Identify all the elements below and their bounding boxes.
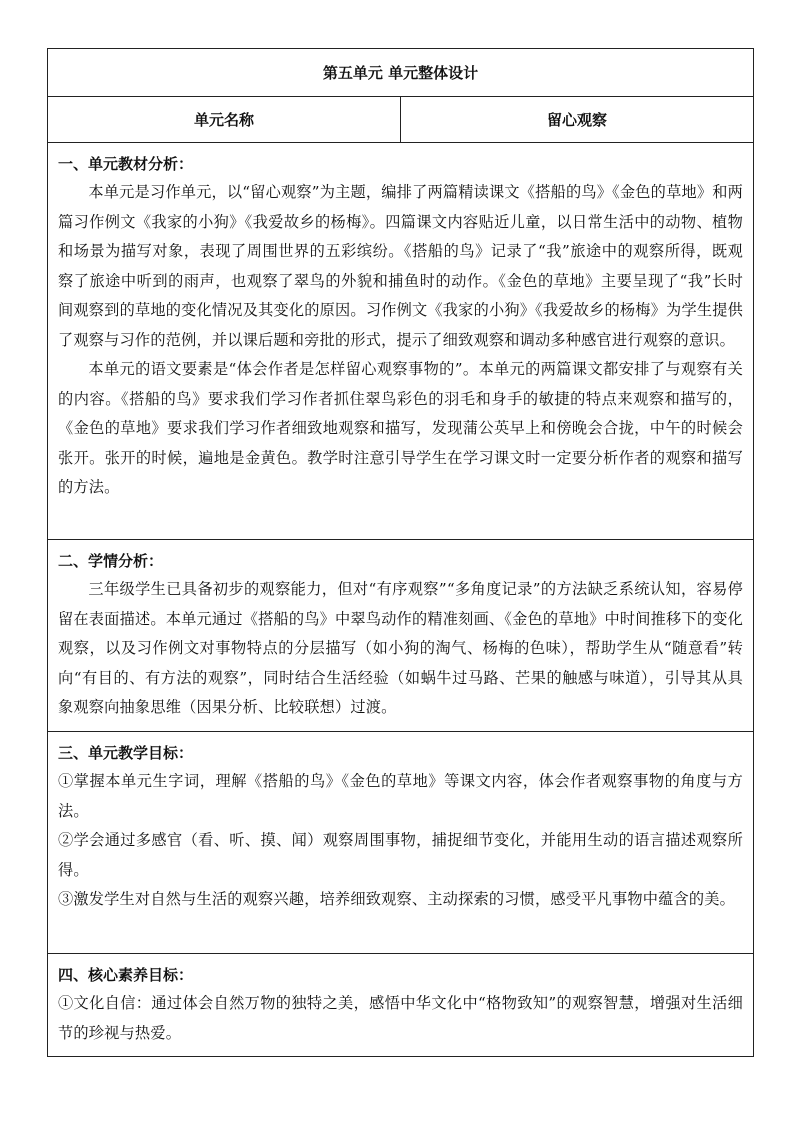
section-heading: 一、单元教材分析： <box>58 155 194 173</box>
goal-item: ③激发学生对自然与生活的观察兴趣，培养细致观察、主动探索的习惯，感受平凡事物中蕴含的美。 <box>58 890 736 908</box>
section-learner-analysis <box>48 540 754 732</box>
paragraph: 本单元是习作单元，以“留心观察”为主题，编排了两篇精读课文《搭船的鸟》《金色的草地》和两篇习作例文《我家的小狗》《我爱故乡的杨梅》。四篇课文内容贴近儿童，以日常生活中的动物、植物和场景为描写对象，表现了周围世界的五彩缤纷。《搭船的鸟》记录了“我”旅途中的观察所得，既观察了旅途中听到的雨声，也观察了翠鸟的外貌和捕鱼时的动作。《金色的草地》主要呈现了“我”长时间观察到的草地的变化情况及其变化的原因。习作例文《我家的小狗》《我爱故乡的杨梅》为学生提供了观察与习作的范例，并以课后题和旁批的形式，提示了细致观察和调动多种感官进行观察的意识。 <box>58 183 744 349</box>
goal-item: ①文化自信：通过体会自然万物的独特之美，感悟中华文化中“格物致知”的观察智慧，增强对生活细节的珍视与热爱。 <box>58 994 744 1042</box>
section-heading: 四、核心素养目标： <box>58 966 194 984</box>
section-heading: 二、学情分析： <box>58 552 164 570</box>
page-title: 第五单元 单元整体设计 <box>48 49 754 97</box>
section-core-literacy-goals <box>48 954 754 1057</box>
section-teaching-goals <box>48 732 754 954</box>
section-textbook-analysis <box>48 143 754 540</box>
unit-design-table <box>47 48 754 1057</box>
unit-name-value: 留心观察 <box>401 97 754 143</box>
unit-name-label: 单元名称 <box>48 97 401 143</box>
goal-item: ①掌握本单元生字词，理解《搭船的鸟》《金色的草地》等课文内容，体会作者观察事物的角度与方法。 <box>58 772 744 820</box>
goal-item: ②学会通过多感官（看、听、摸、闻）观察周围事物，捕捉细节变化，并能用生动的语言描述观察所得。 <box>58 831 744 879</box>
paragraph: 本单元的语文要素是“体会作者是怎样留心观察事物的”。本单元的两篇课文都安排了与观察有关的内容。《搭船的鸟》要求我们学习作者抓住翠鸟彩色的羽毛和身手的敏捷的特点来观察和描写的，《金色的草地》要求我们学习作者细致地观察和描写，发现蒲公英早上和傍晚会合拢，中午的时候会张开。张开的时候，遍地是金黄色。教学时注意引导学生在学习课文时一定要分析作者的观察和描写的方法。 <box>58 360 744 496</box>
section-heading: 三、单元教学目标： <box>58 744 194 762</box>
paragraph: 三年级学生已具备初步的观察能力，但对“有序观察”“多角度记录”的方法缺乏系统认知，容易停留在表面描述。本单元通过《搭船的鸟》中翠鸟动作的精准刻画、《金色的草地》中时间推移下的变化观察，以及习作例文对事物特点的分层描写（如小狗的淘气、杨梅的色味），帮助学生从“随意看”转向“有目的、有方法的观察”，同时结合生活经验（如蜗牛过马路、芒果的触感与味道），引导其从具象观察向抽象思维（因果分析、比较联想）过渡。 <box>58 580 744 716</box>
